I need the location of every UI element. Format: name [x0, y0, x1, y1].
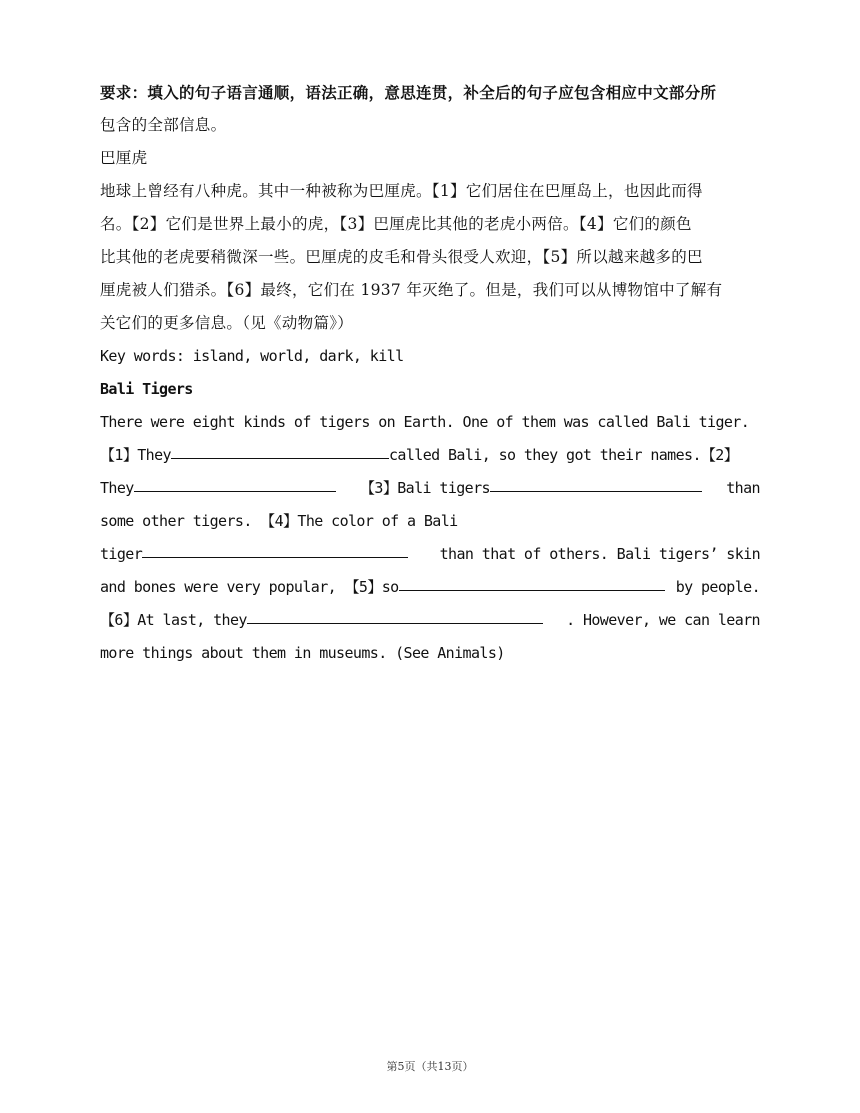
question-2-3-line	[100, 472, 760, 505]
chinese-title: 巴厘虎	[100, 149, 148, 167]
question-1-suffix: called Bali, so they got their names.【2】	[388, 446, 739, 464]
page-footer: 第5页（共13页）	[386, 1060, 474, 1073]
question-5-suffix: by people.	[675, 578, 760, 596]
question-3-suffix: than	[726, 479, 760, 497]
question-1-line	[100, 439, 760, 472]
answer-blank-2[interactable]	[134, 473, 336, 492]
question-5-prefix: and bones were very popular, 【5】so	[100, 578, 399, 596]
question-4-prefix: tiger	[100, 545, 143, 563]
answer-blank-1[interactable]	[171, 440, 389, 459]
english-line-4: some other tigers. 【4】The color of a Bali	[100, 512, 458, 530]
question-4-suffix: than that of others. Bali tigers’ skin	[439, 545, 760, 563]
key-words: Key words: island, world, dark, kill	[100, 347, 404, 365]
question-6-prefix: 【6】At last, they	[100, 611, 247, 629]
question-3-prefix: 【3】Bali tigers	[360, 479, 490, 497]
question-6-line	[100, 604, 760, 637]
instructions-line-2: 包含的全部信息。	[100, 116, 227, 134]
english-title: Bali Tigers	[100, 380, 193, 398]
answer-blank-3[interactable]	[490, 473, 702, 492]
answer-blank-4[interactable]	[142, 539, 408, 558]
chinese-passage-line-1: 地球上曾经有八种虎。其中一种被称为巴厘虎。【1】它们居住在巴厘岛上，也因此而得	[100, 182, 703, 200]
question-1-prefix: 【1】They	[100, 446, 171, 464]
document-page	[100, 76, 760, 670]
answer-blank-5[interactable]	[399, 572, 665, 591]
question-6-suffix: . However, we can learn	[566, 611, 760, 629]
chinese-passage-line-2: 名。【2】它们是世界上最小的虎，【3】巴厘虎比其他的老虎小两倍。【4】它们的颜色	[100, 215, 692, 233]
english-intro: There were eight kinds of tigers on Earth. One of them was called Bali tiger.	[100, 413, 750, 431]
question-5-line	[100, 571, 760, 604]
question-2-prefix: They	[100, 479, 134, 497]
chinese-passage-line-5: 关它们的更多信息。（见《动物篇》）	[100, 314, 354, 332]
answer-blank-6[interactable]	[247, 605, 543, 624]
english-closing: more things about them in museums. (See Animals)	[100, 644, 505, 662]
chinese-passage-line-4: 厘虎被人们猎杀。【6】最终，它们在 1937 年灭绝了。但是，我们可以从博物馆中了解有	[100, 281, 723, 299]
chinese-passage-line-3: 比其他的老虎要稍微深一些。巴厘虎的皮毛和骨头很受人欢迎，【5】所以越来越多的巴	[100, 248, 703, 266]
question-4-line	[100, 538, 760, 571]
instructions-line-1: 要求：填入的句子语言通顺，语法正确，意思连贯，补全后的句子应包含相应中文部分所	[100, 83, 717, 102]
